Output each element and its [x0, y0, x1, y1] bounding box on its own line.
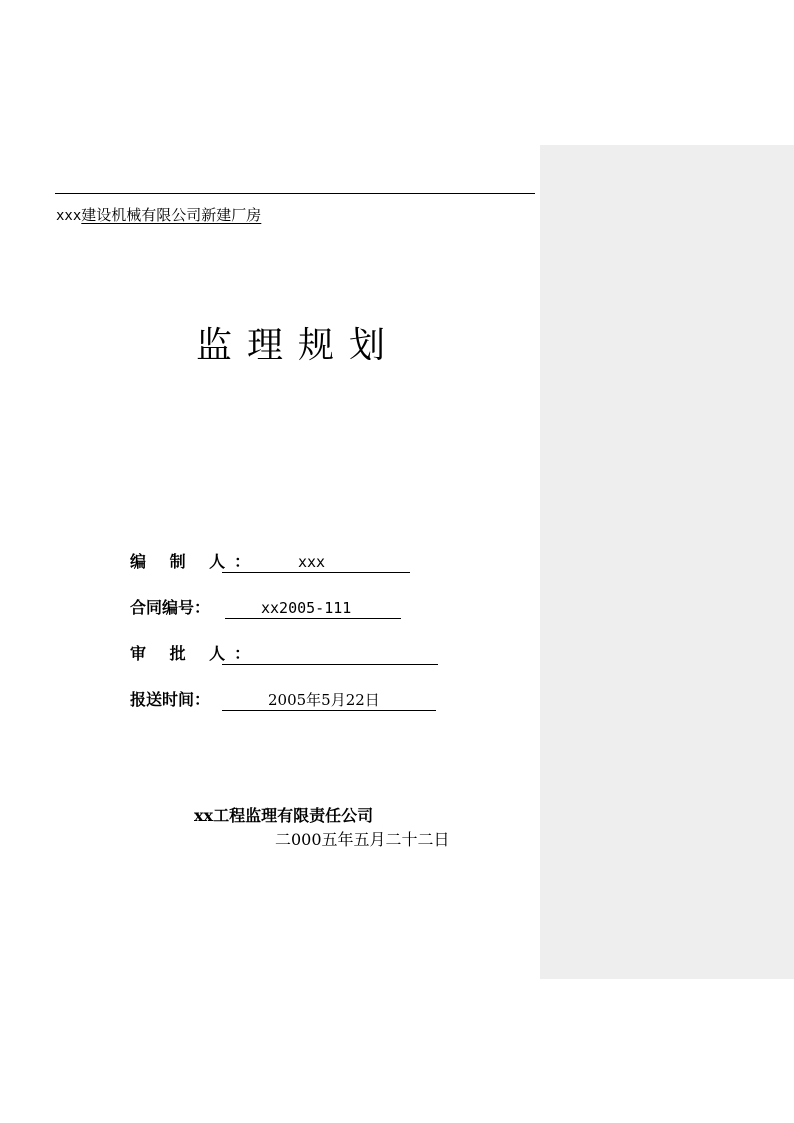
field-value-approver [222, 642, 438, 665]
field-label-contract-number: 合同编号： [130, 598, 211, 617]
document-title: 监理规划 [196, 325, 401, 366]
field-value-preparer-text: xxx [298, 553, 326, 571]
comment-pane [540, 145, 794, 979]
header-project-name: 建设机械有限公司新建厂房 [81, 206, 262, 224]
footer-company: xx工程监理有限责任公司 [194, 806, 374, 825]
document-header [56, 205, 261, 226]
footer-date: 二000五年五月二十二日 [275, 830, 450, 849]
field-label-preparer: 编 制 人： [130, 552, 260, 571]
field-label-approver: 审 批 人： [130, 644, 260, 663]
field-value-preparer [222, 550, 410, 573]
field-label-submission-date: 报送时间： [130, 690, 211, 709]
field-value-contract-number-text: xx2005-111 [261, 599, 352, 617]
field-value-contract-number [225, 596, 401, 619]
field-value-submission-date [222, 688, 436, 711]
header-prefix: xxx [56, 208, 82, 224]
header-rule [55, 193, 535, 194]
field-value-submission-date-text: 2005年5月22日 [268, 691, 380, 709]
